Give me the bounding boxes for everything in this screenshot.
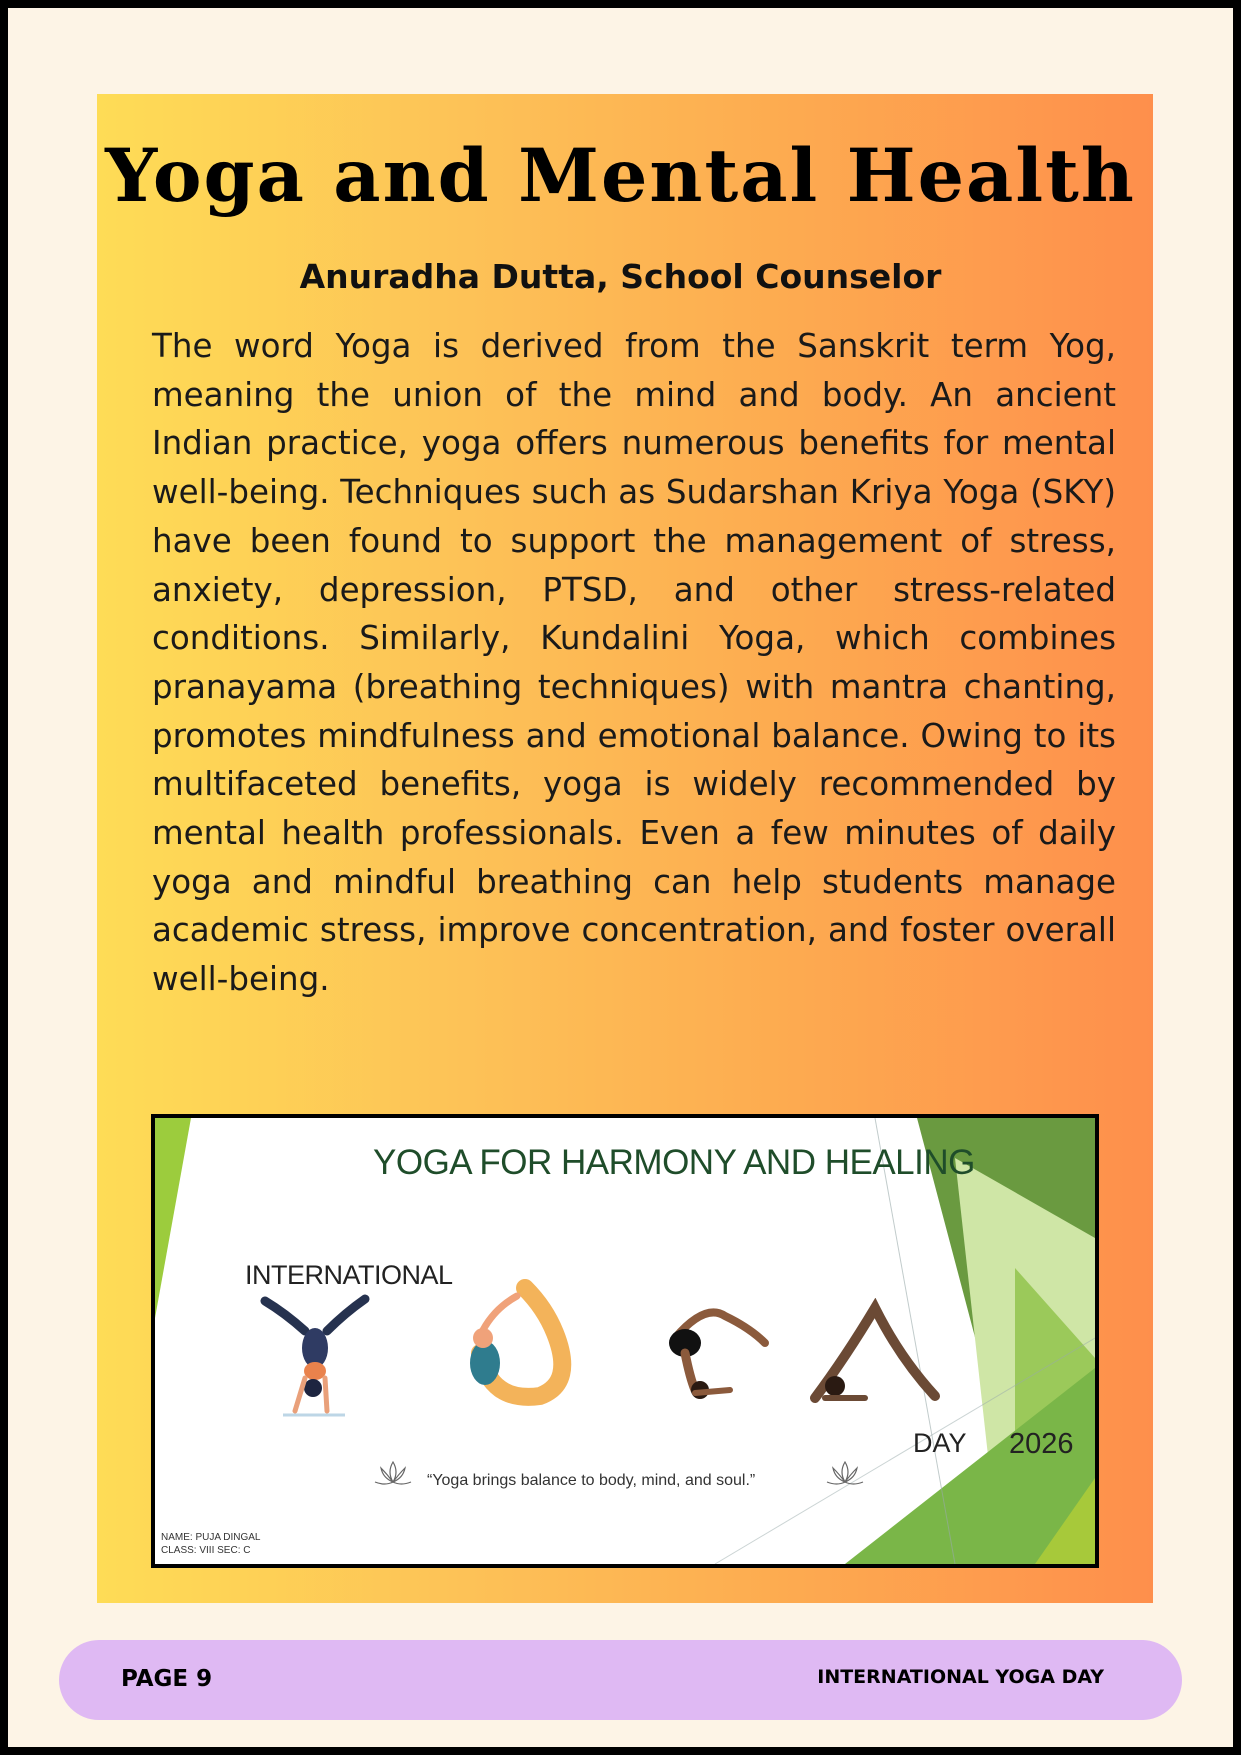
footer-page-number: PAGE 9: [121, 1666, 213, 1692]
poster-credit: [161, 1531, 260, 1557]
lotus-icon: [371, 1458, 415, 1488]
chin-stand-figure: [655, 1298, 775, 1408]
footer-section-label: INTERNATIONAL YOGA DAY: [817, 1666, 1104, 1688]
poster-label-international: INTERNATIONAL: [245, 1260, 453, 1290]
article-title: Yoga and Mental Health: [105, 133, 1136, 219]
yoga-day-poster: [151, 1114, 1099, 1568]
poster-year: 2026: [1009, 1428, 1074, 1460]
dolphin-pose-figure: [805, 1298, 955, 1418]
bow-pose-figure: [445, 1278, 585, 1418]
poster-credit-name: NAME: PUJA DINGAL: [161, 1532, 261, 1543]
footer-bar: [59, 1640, 1182, 1720]
article-body: The word Yoga is derived from the Sanskrit term Yog, meaning the union of the mind and body. An ancient Indian practice, yoga offers numerous benefits for mental well-being. Techniques such as Sudarshan Kriya Yoga (SKY) have been found to support the management of stress, anxiety, depression, PTSD, and other stress-related conditions. Similarly, Kundalini Yoga, which combines pranayama (breathing techniques) with mantra chanting, promotes mindfulness and emotional balance. Owing to its multifaceted benefits, yoga is widely recommended by mental health professionals. Even a few minutes of daily yoga and mindful breathing can help students manage academic stress, improve concentration, and foster overall well-being.: [152, 327, 1116, 999]
poster-heading: YOGA FOR HARMONY AND HEALING: [373, 1143, 975, 1182]
article-byline: Anuradha Dutta, School Counselor: [299, 257, 942, 296]
lotus-icon: [823, 1458, 867, 1488]
poster-label-day: DAY: [913, 1428, 967, 1458]
left-green-triangle: [155, 1118, 191, 1318]
poster-quote: “Yoga brings balance to body, mind, and soul.”: [427, 1472, 756, 1489]
poster-credit-class: CLASS: VIII SEC: C: [161, 1545, 251, 1556]
handstand-figure: [255, 1293, 375, 1423]
